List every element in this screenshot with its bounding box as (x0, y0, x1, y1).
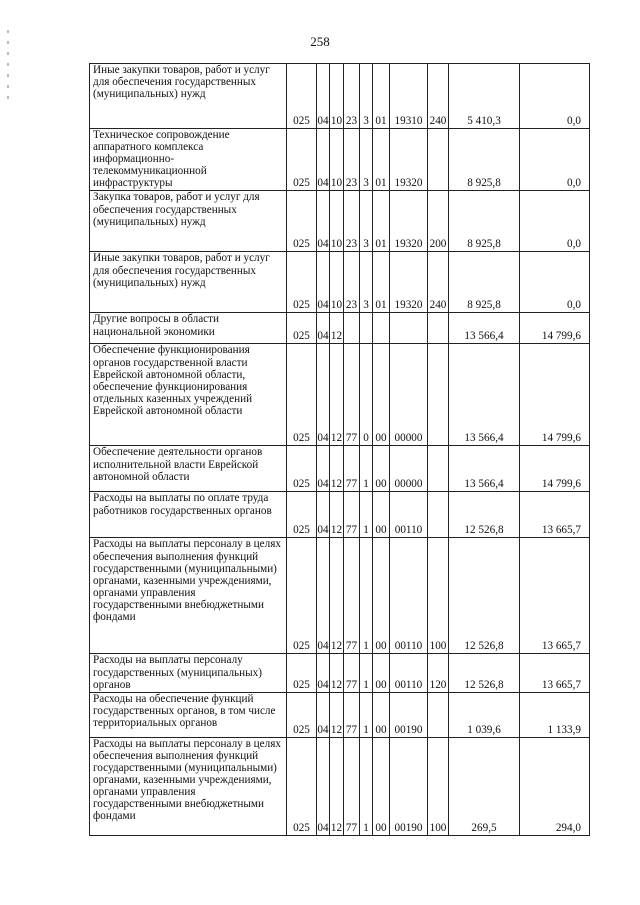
table-row (90, 492, 590, 538)
cell-cs4: 19320 (390, 252, 428, 313)
row-name (90, 129, 287, 191)
row-name-text: Расходы на обеспечение функций государственных органов, в том числе территориальных органов (93, 692, 276, 729)
cell-vr (428, 492, 449, 538)
cell-rz: 04 (317, 252, 330, 313)
cell-sum-2024: 13 566,4 (449, 313, 520, 344)
table-row (90, 692, 590, 737)
cell-cs1: 23 (344, 64, 360, 129)
cell-sum-2024: 8 925,8 (449, 191, 520, 252)
cell-cs4: 00190 (390, 737, 428, 835)
cell-cs2: 1 (360, 654, 373, 692)
cell-cs3: 00 (373, 446, 390, 492)
cell-cs3: 00 (373, 692, 390, 737)
cell-sum-2025: 0,0 (520, 252, 590, 313)
cell-rz: 04 (317, 538, 330, 654)
table-row (90, 654, 590, 692)
row-name (90, 64, 287, 129)
page-number: 258 (310, 34, 330, 49)
table-row (90, 313, 590, 344)
cell-rz: 04 (317, 191, 330, 252)
row-name (90, 538, 287, 654)
cell-sum-2025: 0,0 (520, 191, 590, 252)
cell-cs4: 00000 (390, 344, 428, 446)
cell-ved: 025 (287, 129, 317, 191)
cell-pr: 12 (330, 446, 344, 492)
cell-vr (428, 446, 449, 492)
row-name (90, 492, 287, 538)
table-row (90, 737, 590, 835)
row-name (90, 446, 287, 492)
row-name-text: Расходы на выплаты персоналу в целях обеспечения выполнения функций государственными (муниципальными) органами, казенными учреждениями, органами управления государственными внебюджетными фондами (93, 737, 281, 823)
row-name (90, 252, 287, 313)
cell-cs1: 23 (344, 129, 360, 191)
cell-cs4: 00110 (390, 654, 428, 692)
cell-cs2 (360, 313, 373, 344)
cell-rz: 04 (317, 692, 330, 737)
row-name (90, 654, 287, 692)
cell-cs4: 00110 (390, 492, 428, 538)
budget-table (89, 63, 590, 836)
cell-cs1: 23 (344, 252, 360, 313)
cell-ved: 025 (287, 492, 317, 538)
cell-sum-2024: 12 526,8 (449, 654, 520, 692)
table-row (90, 344, 590, 446)
cell-cs2: 3 (360, 252, 373, 313)
cell-cs4 (390, 313, 428, 344)
cell-sum-2025: 1 133,9 (520, 692, 590, 737)
cell-sum-2024: 13 566,4 (449, 446, 520, 492)
cell-rz: 04 (317, 737, 330, 835)
cell-cs1: 77 (344, 538, 360, 654)
table-row (90, 129, 590, 191)
cell-sum-2024: 8 925,8 (449, 252, 520, 313)
cell-cs1: 77 (344, 492, 360, 538)
cell-sum-2024: 269,5 (449, 737, 520, 835)
cell-cs2: 1 (360, 446, 373, 492)
cell-cs3: 01 (373, 191, 390, 252)
cell-cs3: 00 (373, 737, 390, 835)
cell-sum-2025: 294,0 (520, 737, 590, 835)
cell-rz: 04 (317, 64, 330, 129)
table-row (90, 191, 590, 252)
cell-cs3: 00 (373, 344, 390, 446)
cell-cs1: 77 (344, 344, 360, 446)
cell-sum-2024: 5 410,3 (449, 64, 520, 129)
cell-cs3: 00 (373, 654, 390, 692)
row-name (90, 737, 287, 835)
cell-cs1: 77 (344, 737, 360, 835)
table-row (90, 538, 590, 654)
cell-cs1: 23 (344, 191, 360, 252)
cell-ved: 025 (287, 538, 317, 654)
cell-ved: 025 (287, 446, 317, 492)
cell-cs1 (344, 313, 360, 344)
cell-sum-2024: 13 566,4 (449, 344, 520, 446)
cell-ved: 025 (287, 692, 317, 737)
cell-sum-2024: 12 526,8 (449, 492, 520, 538)
row-name-text: Техническое сопровождение аппаратного комплекса информационно-телекоммуникационной инфраструктуры (93, 129, 230, 190)
cell-cs2: 0 (360, 344, 373, 446)
cell-vr (428, 313, 449, 344)
cell-cs4: 19320 (390, 129, 428, 191)
cell-pr: 12 (330, 654, 344, 692)
cell-ved: 025 (287, 313, 317, 344)
cell-cs4: 19310 (390, 64, 428, 129)
cell-pr: 12 (330, 737, 344, 835)
cell-vr: 240 (428, 64, 449, 129)
cell-ved: 025 (287, 737, 317, 835)
row-name-text: Другие вопросы в области национальной экономики (93, 313, 220, 338)
cell-cs3: 00 (373, 538, 390, 654)
cell-ved: 025 (287, 344, 317, 446)
cell-cs4: 00110 (390, 538, 428, 654)
cell-vr: 240 (428, 252, 449, 313)
cell-rz: 04 (317, 129, 330, 191)
cell-rz: 04 (317, 344, 330, 446)
cell-pr: 12 (330, 344, 344, 446)
cell-rz: 04 (317, 492, 330, 538)
cell-pr: 10 (330, 129, 344, 191)
cell-cs1: 77 (344, 692, 360, 737)
cell-vr: 100 (428, 538, 449, 654)
cell-sum-2024: 8 925,8 (449, 129, 520, 191)
cell-ved: 025 (287, 191, 317, 252)
cell-cs3: 01 (373, 252, 390, 313)
cell-sum-2025: 13 665,7 (520, 654, 590, 692)
cell-cs4: 00000 (390, 446, 428, 492)
cell-cs4: 19320 (390, 191, 428, 252)
cell-sum-2025: 13 665,7 (520, 538, 590, 654)
cell-cs2: 3 (360, 191, 373, 252)
cell-ved: 025 (287, 654, 317, 692)
row-name (90, 191, 287, 252)
cell-vr: 100 (428, 737, 449, 835)
cell-vr (428, 129, 449, 191)
table-row (90, 64, 590, 129)
cell-cs2: 3 (360, 129, 373, 191)
row-name (90, 344, 287, 446)
row-name-text: Закупка товаров, работ и услуг для обеспечения государственных (муниципальных) нужд (93, 191, 260, 228)
cell-cs2: 1 (360, 692, 373, 737)
cell-sum-2025: 13 665,7 (520, 492, 590, 538)
cell-ved: 025 (287, 252, 317, 313)
cell-ved: 025 (287, 64, 317, 129)
cell-cs3: 00 (373, 492, 390, 538)
row-name (90, 692, 287, 737)
table-row (90, 252, 590, 313)
cell-sum-2025: 0,0 (520, 129, 590, 191)
cell-cs3 (373, 313, 390, 344)
cell-sum-2025: 14 799,6 (520, 313, 590, 344)
cell-vr (428, 344, 449, 446)
cell-cs2: 1 (360, 492, 373, 538)
cell-vr: 120 (428, 654, 449, 692)
cell-cs2: 1 (360, 538, 373, 654)
cell-sum-2025: 0,0 (520, 64, 590, 129)
cell-rz: 04 (317, 654, 330, 692)
row-name-text: Иные закупки товаров, работ и услуг для обеспечения государственных (муниципальных) нужд (93, 64, 270, 101)
cell-cs4: 00190 (390, 692, 428, 737)
cell-cs1: 77 (344, 446, 360, 492)
cell-pr: 10 (330, 64, 344, 129)
cell-cs3: 01 (373, 129, 390, 191)
cell-pr: 12 (330, 692, 344, 737)
row-name-text: Расходы на выплаты персоналу в целях обеспечения выполнения функций государственными (муниципальными) органами, казенными учреждениями, органами управления государственными внебюджетными фондами (93, 538, 281, 624)
row-name-text: Обеспечение деятельности органов исполнительной власти Еврейской автономной области (93, 446, 263, 483)
row-name (90, 313, 287, 344)
cell-pr: 10 (330, 191, 344, 252)
cell-sum-2025: 14 799,6 (520, 344, 590, 446)
cell-sum-2025: 14 799,6 (520, 446, 590, 492)
row-name-text: Обеспечение функционирования органов государственной власти Еврейской автономной области, обеспечение функционирования отдельных казенных учреждений Еврейской автономной области (93, 344, 253, 417)
cell-rz: 04 (317, 446, 330, 492)
cell-pr: 10 (330, 252, 344, 313)
cell-sum-2024: 1 039,6 (449, 692, 520, 737)
cell-rz: 04 (317, 313, 330, 344)
cell-sum-2024: 12 526,8 (449, 538, 520, 654)
table-row (90, 446, 590, 492)
cell-vr (428, 692, 449, 737)
cell-vr: 200 (428, 191, 449, 252)
cell-cs2: 3 (360, 64, 373, 129)
cell-pr: 12 (330, 538, 344, 654)
cell-cs2: 1 (360, 737, 373, 835)
cell-pr: 12 (330, 492, 344, 538)
cell-pr: 12 (330, 313, 344, 344)
row-name-text: Иные закупки товаров, работ и услуг для обеспечения государственных (муниципальных) нужд (93, 252, 270, 289)
cell-cs1: 77 (344, 654, 360, 692)
cell-cs3: 01 (373, 64, 390, 129)
row-name-text: Расходы на выплаты персоналу государственных (муниципальных) органов (93, 654, 262, 691)
row-name-text: Расходы на выплаты по оплате труда работников государственных органов (93, 492, 272, 517)
